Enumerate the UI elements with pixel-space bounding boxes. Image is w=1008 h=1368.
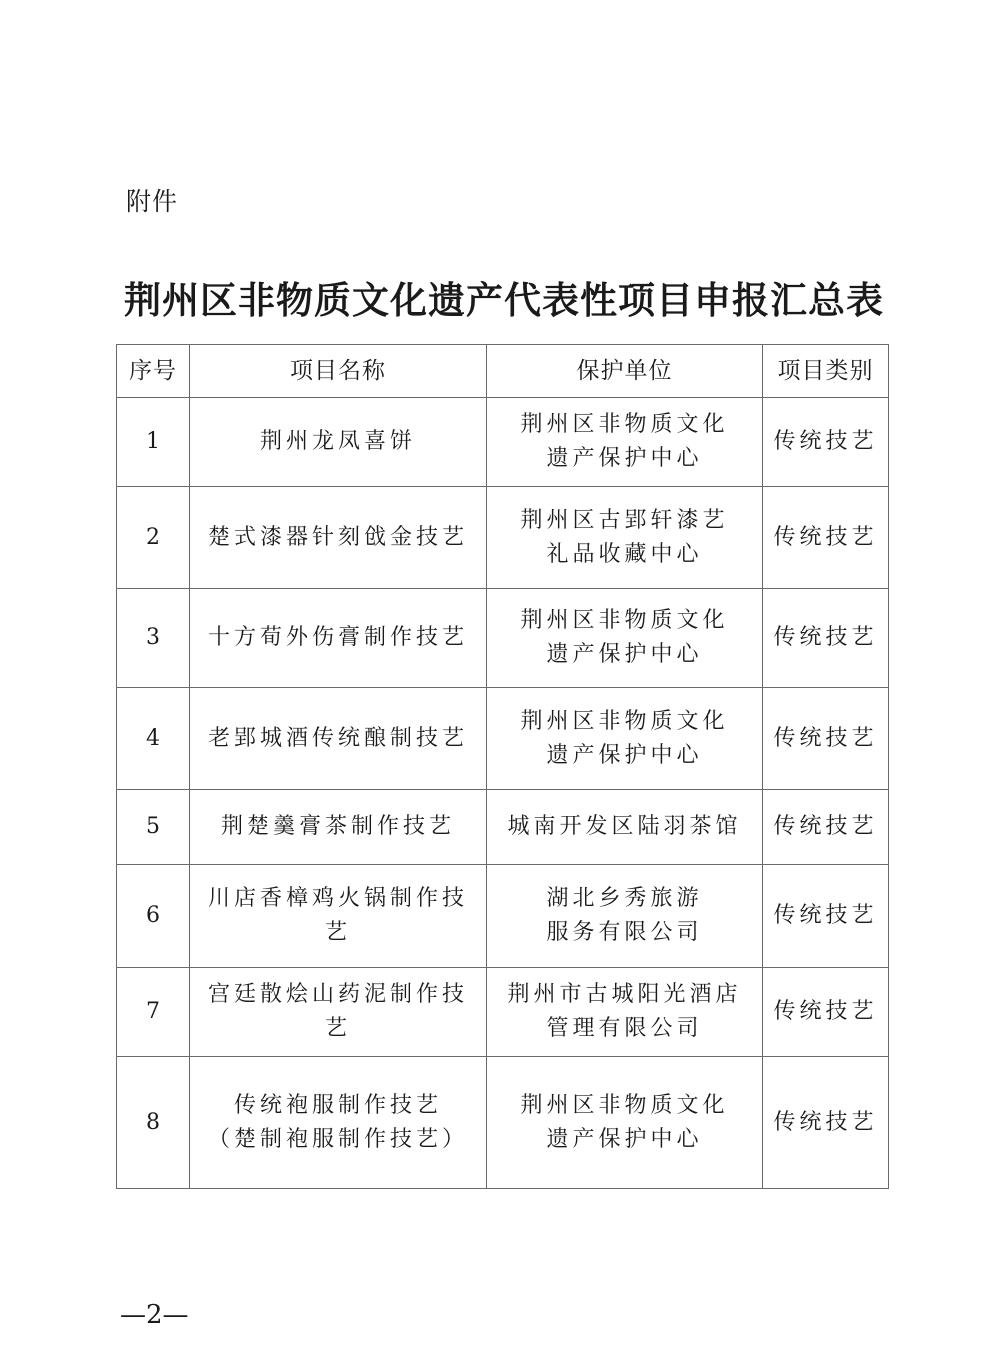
cell-project-name — [190, 968, 487, 1057]
cell-seq: 7 — [117, 968, 190, 1057]
cell-line: 服务有限公司 — [546, 920, 703, 945]
cell-project-category: 传统技艺 — [763, 1057, 889, 1189]
cell-line: 川店香樟鸡火锅制作技艺 — [207, 886, 468, 945]
cell-line: 老郢城酒传统酿制技艺 — [207, 725, 468, 751]
cell-line: 传统袍服制作技艺 — [233, 1092, 442, 1118]
cell-line: 荆楚羹膏茶制作技艺 — [220, 814, 455, 839]
cell-line: 荆州区非物质文化 — [520, 1092, 729, 1118]
cell-project-name — [190, 865, 487, 968]
cell-line: 楚式漆器针刻戗金技艺 — [207, 524, 468, 550]
cell-project-category: 传统技艺 — [763, 487, 889, 589]
cell-protection-unit — [487, 589, 763, 688]
cell-line: 遗产保护中心 — [546, 446, 703, 471]
cell-project-category: 传统技艺 — [763, 790, 889, 865]
cell-line: 荆州龙凤喜饼 — [259, 429, 416, 454]
cell-project-name — [190, 790, 487, 865]
cell-seq: 8 — [117, 1057, 190, 1189]
cell-project-category: 传统技艺 — [763, 589, 889, 688]
cell-line: 礼品收藏中心 — [546, 541, 703, 567]
cell-project-category: 传统技艺 — [763, 688, 889, 790]
cell-protection-unit — [487, 865, 763, 968]
cell-line: 城南开发区陆羽茶馆 — [507, 814, 742, 839]
cell-line: 遗产保护中心 — [546, 642, 703, 667]
cell-line: 宫廷散烩山药泥制作技艺 — [207, 982, 468, 1041]
cell-project-name — [190, 589, 487, 688]
cell-protection-unit — [487, 1057, 763, 1189]
table-row — [117, 398, 889, 487]
cell-line: 管理有限公司 — [546, 1016, 703, 1041]
cell-line: 遗产保护中心 — [546, 742, 703, 768]
cell-seq: 4 — [117, 688, 190, 790]
cell-seq: 1 — [117, 398, 190, 487]
cell-line: 湖北乡秀旅游 — [546, 886, 703, 911]
cell-project-category: 传统技艺 — [763, 968, 889, 1057]
document-title: 荆州区非物质文化遗产代表性项目申报汇总表 — [124, 279, 884, 322]
cell-line: 遗产保护中心 — [546, 1126, 703, 1152]
cell-seq: 3 — [117, 589, 190, 688]
table-row — [117, 688, 889, 790]
summary-table — [116, 344, 889, 1189]
table-row — [117, 589, 889, 688]
cell-seq: 5 — [117, 790, 190, 865]
cell-project-name — [190, 487, 487, 589]
table-row — [117, 790, 889, 865]
cell-line: （楚制袍服制作技艺） — [207, 1126, 468, 1152]
table-header-row — [117, 345, 889, 398]
page-number: —2— — [120, 1300, 189, 1330]
cell-seq: 6 — [117, 865, 190, 968]
cell-protection-unit — [487, 790, 763, 865]
table-row — [117, 487, 889, 589]
cell-project-name — [190, 688, 487, 790]
cell-protection-unit — [487, 487, 763, 589]
cell-line: 荆州区古郢轩漆艺 — [520, 507, 729, 533]
attachment-label: 附件 — [126, 187, 179, 216]
cell-line: 荆州区非物质文化 — [520, 608, 729, 633]
cell-project-category: 传统技艺 — [763, 398, 889, 487]
header-seq: 序号 — [117, 345, 190, 398]
cell-project-name — [190, 1057, 487, 1189]
table-row — [117, 1057, 889, 1189]
table-row — [117, 968, 889, 1057]
cell-project-category: 传统技艺 — [763, 865, 889, 968]
cell-protection-unit — [487, 398, 763, 487]
header-protection-unit: 保护单位 — [487, 345, 763, 398]
header-project-name: 项目名称 — [190, 345, 487, 398]
cell-protection-unit — [487, 688, 763, 790]
cell-line: 十方荀外伤膏制作技艺 — [207, 625, 468, 650]
cell-line: 荆州区非物质文化 — [520, 412, 729, 437]
table-row — [117, 865, 889, 968]
cell-project-name — [190, 398, 487, 487]
cell-seq: 2 — [117, 487, 190, 589]
cell-line: 荆州区非物质文化 — [520, 708, 729, 734]
cell-protection-unit — [487, 968, 763, 1057]
header-project-category: 项目类别 — [763, 345, 889, 398]
cell-line: 荆州市古城阳光酒店 — [507, 982, 742, 1007]
